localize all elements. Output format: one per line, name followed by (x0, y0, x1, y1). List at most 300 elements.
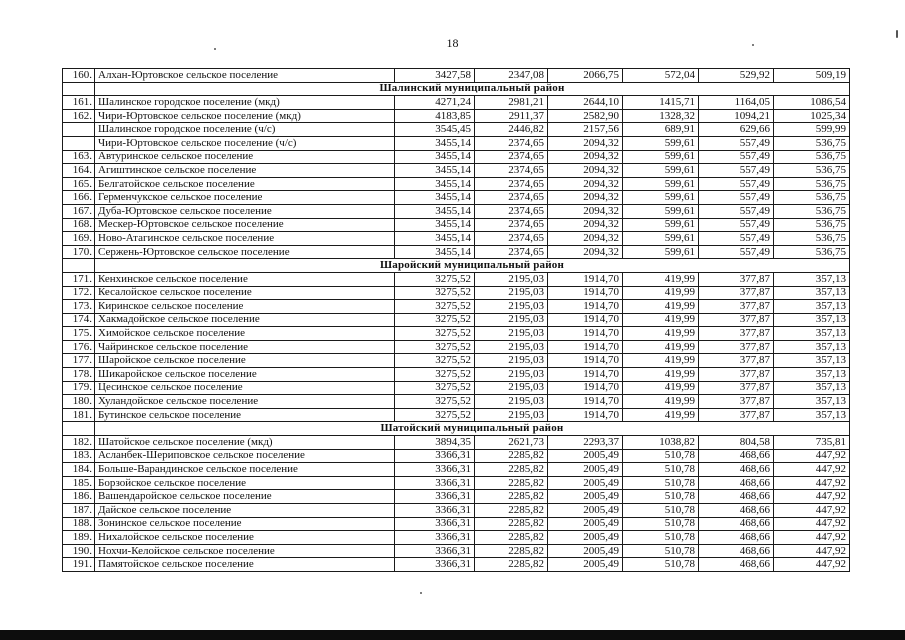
table-row (63, 150, 850, 164)
value-cell-4: 419,99 (623, 300, 699, 314)
value-cell-1: 3275,52 (395, 408, 475, 422)
value-cell-2: 2195,03 (475, 313, 548, 327)
row-number: 163. (63, 150, 95, 164)
row-number: 174. (63, 313, 95, 327)
value-cell-6: 735,81 (774, 436, 850, 450)
table-row (63, 449, 850, 463)
value-cell-2: 2374,65 (475, 204, 548, 218)
value-cell-5: 468,66 (699, 476, 774, 490)
section-title: Шалинский муниципальный район (95, 82, 850, 96)
value-cell-5: 557,49 (699, 245, 774, 259)
table-row (63, 177, 850, 191)
value-cell-1: 3275,52 (395, 286, 475, 300)
value-cell-2: 2195,03 (475, 381, 548, 395)
section-number-cell (63, 422, 95, 436)
value-cell-2: 2285,82 (475, 531, 548, 545)
value-cell-2: 2374,65 (475, 232, 548, 246)
value-cell-6: 536,75 (774, 245, 850, 259)
table-row (63, 164, 850, 178)
value-cell-1: 3366,31 (395, 544, 475, 558)
value-cell-4: 419,99 (623, 272, 699, 286)
value-cell-6: 357,13 (774, 354, 850, 368)
value-cell-3: 1914,70 (548, 381, 623, 395)
scan-edge-bar (0, 630, 905, 640)
value-cell-3: 2094,32 (548, 191, 623, 205)
row-number (63, 123, 95, 137)
table-row (63, 191, 850, 205)
section-header-row (63, 82, 850, 96)
value-cell-3: 1914,70 (548, 354, 623, 368)
value-cell-5: 377,87 (699, 327, 774, 341)
row-number: 169. (63, 232, 95, 246)
settlement-name: Шалинское городское поселение (мкд) (95, 96, 395, 110)
value-cell-4: 419,99 (623, 368, 699, 382)
row-number: 179. (63, 381, 95, 395)
table-row (63, 558, 850, 572)
value-cell-4: 599,61 (623, 245, 699, 259)
row-number: 166. (63, 191, 95, 205)
value-cell-6: 357,13 (774, 368, 850, 382)
table-row (63, 327, 850, 341)
value-cell-3: 1914,70 (548, 286, 623, 300)
value-cell-2: 2195,03 (475, 286, 548, 300)
scan-speck (752, 44, 754, 46)
value-cell-4: 599,61 (623, 204, 699, 218)
table-row (63, 490, 850, 504)
settlement-name: Алхан-Юртовское сельское поселение (95, 69, 395, 83)
value-cell-2: 2374,65 (475, 245, 548, 259)
value-cell-2: 2446,82 (475, 123, 548, 137)
value-cell-3: 2005,49 (548, 476, 623, 490)
value-cell-2: 2195,03 (475, 300, 548, 314)
value-cell-5: 377,87 (699, 368, 774, 382)
value-cell-4: 599,61 (623, 177, 699, 191)
value-cell-4: 599,61 (623, 164, 699, 178)
value-cell-1: 3366,31 (395, 463, 475, 477)
scan-speck (214, 48, 216, 50)
value-cell-3: 2157,56 (548, 123, 623, 137)
value-cell-5: 557,49 (699, 164, 774, 178)
value-cell-6: 447,92 (774, 476, 850, 490)
settlement-name: Шатойское сельское поселение (мкд) (95, 436, 395, 450)
value-cell-6: 447,92 (774, 544, 850, 558)
row-number: 171. (63, 272, 95, 286)
value-cell-2: 2285,82 (475, 449, 548, 463)
value-cell-5: 557,49 (699, 177, 774, 191)
value-cell-2: 2195,03 (475, 340, 548, 354)
scan-speck (896, 30, 898, 38)
row-number: 188. (63, 517, 95, 531)
settlement-name: Шикаройское сельское поселение (95, 368, 395, 382)
settlement-name: Чири-Юртовское сельское поселение (ч/с) (95, 136, 395, 150)
value-cell-1: 3455,14 (395, 164, 475, 178)
row-number: 185. (63, 476, 95, 490)
table-row (63, 313, 850, 327)
value-cell-4: 1328,32 (623, 109, 699, 123)
value-cell-6: 357,13 (774, 327, 850, 341)
section-header-row (63, 259, 850, 273)
value-cell-3: 2094,32 (548, 218, 623, 232)
value-cell-5: 468,66 (699, 517, 774, 531)
value-cell-4: 510,78 (623, 490, 699, 504)
row-number: 186. (63, 490, 95, 504)
row-number: 164. (63, 164, 95, 178)
value-cell-5: 468,66 (699, 449, 774, 463)
value-cell-1: 3427,58 (395, 69, 475, 83)
table-row (63, 245, 850, 259)
value-cell-4: 510,78 (623, 544, 699, 558)
value-cell-6: 536,75 (774, 136, 850, 150)
value-cell-1: 3455,14 (395, 245, 475, 259)
value-cell-3: 1914,70 (548, 395, 623, 409)
value-cell-3: 2094,32 (548, 150, 623, 164)
row-number: 189. (63, 531, 95, 545)
value-cell-1: 3275,52 (395, 381, 475, 395)
value-cell-6: 599,99 (774, 123, 850, 137)
settlement-name: Агиштинское сельское поселение (95, 164, 395, 178)
section-title: Шатойский муниципальный район (95, 422, 850, 436)
value-cell-2: 2285,82 (475, 544, 548, 558)
value-cell-2: 2911,37 (475, 109, 548, 123)
row-number: 183. (63, 449, 95, 463)
row-number: 173. (63, 300, 95, 314)
value-cell-2: 2981,21 (475, 96, 548, 110)
value-cell-3: 2094,32 (548, 164, 623, 178)
section-number-cell (63, 259, 95, 273)
value-cell-6: 357,13 (774, 408, 850, 422)
value-cell-2: 2374,65 (475, 164, 548, 178)
value-cell-1: 3894,35 (395, 436, 475, 450)
settlement-name: Белгатойское сельское поселение (95, 177, 395, 191)
settlement-name: Хуландойское сельское поселение (95, 395, 395, 409)
value-cell-2: 2374,65 (475, 177, 548, 191)
value-cell-2: 2195,03 (475, 368, 548, 382)
table-row (63, 381, 850, 395)
value-cell-3: 1914,70 (548, 408, 623, 422)
row-number: 160. (63, 69, 95, 83)
value-cell-6: 357,13 (774, 286, 850, 300)
settlement-name: Хакмадойское сельское поселение (95, 313, 395, 327)
value-cell-6: 509,19 (774, 69, 850, 83)
value-cell-4: 419,99 (623, 340, 699, 354)
value-cell-3: 1914,70 (548, 300, 623, 314)
value-cell-4: 419,99 (623, 327, 699, 341)
value-cell-5: 468,66 (699, 463, 774, 477)
row-number: 176. (63, 340, 95, 354)
row-number: 178. (63, 368, 95, 382)
row-number: 177. (63, 354, 95, 368)
value-cell-6: 447,92 (774, 558, 850, 572)
value-cell-4: 510,78 (623, 558, 699, 572)
value-cell-5: 377,87 (699, 340, 774, 354)
value-cell-2: 2195,03 (475, 408, 548, 422)
settlement-name: Чайринское сельское поселение (95, 340, 395, 354)
value-cell-5: 557,49 (699, 218, 774, 232)
row-number: 190. (63, 544, 95, 558)
settlement-name: Шалинское городское поселение (ч/с) (95, 123, 395, 137)
value-cell-4: 572,04 (623, 69, 699, 83)
value-cell-6: 447,92 (774, 449, 850, 463)
table-row (63, 96, 850, 110)
value-cell-5: 557,49 (699, 204, 774, 218)
row-number: 181. (63, 408, 95, 422)
value-cell-1: 3366,31 (395, 517, 475, 531)
value-cell-3: 1914,70 (548, 313, 623, 327)
value-cell-1: 3366,31 (395, 531, 475, 545)
value-cell-2: 2374,65 (475, 136, 548, 150)
value-cell-4: 510,78 (623, 517, 699, 531)
value-cell-6: 357,13 (774, 395, 850, 409)
value-cell-2: 2285,82 (475, 504, 548, 518)
value-cell-6: 357,13 (774, 340, 850, 354)
settlement-name: Памятойское сельское поселение (95, 558, 395, 572)
table-row (63, 109, 850, 123)
value-cell-5: 468,66 (699, 504, 774, 518)
value-cell-5: 377,87 (699, 300, 774, 314)
row-number: 191. (63, 558, 95, 572)
table-row (63, 354, 850, 368)
value-cell-6: 357,13 (774, 272, 850, 286)
row-number: 168. (63, 218, 95, 232)
value-cell-6: 536,75 (774, 164, 850, 178)
value-cell-3: 2005,49 (548, 449, 623, 463)
value-cell-5: 468,66 (699, 544, 774, 558)
value-cell-1: 4271,24 (395, 96, 475, 110)
value-cell-4: 510,78 (623, 504, 699, 518)
value-cell-3: 2582,90 (548, 109, 623, 123)
value-cell-6: 447,92 (774, 504, 850, 518)
value-cell-5: 557,49 (699, 150, 774, 164)
value-cell-6: 536,75 (774, 218, 850, 232)
value-cell-4: 419,99 (623, 354, 699, 368)
value-cell-2: 2195,03 (475, 354, 548, 368)
value-cell-1: 3366,31 (395, 490, 475, 504)
settlement-name: Дайское сельское поселение (95, 504, 395, 518)
row-number: 187. (63, 504, 95, 518)
value-cell-4: 419,99 (623, 286, 699, 300)
table-row (63, 476, 850, 490)
value-cell-4: 419,99 (623, 381, 699, 395)
row-number: 180. (63, 395, 95, 409)
value-cell-6: 447,92 (774, 517, 850, 531)
row-number: 165. (63, 177, 95, 191)
value-cell-5: 377,87 (699, 313, 774, 327)
settlement-name: Ново-Атагинское сельское поселение (95, 232, 395, 246)
value-cell-2: 2285,82 (475, 490, 548, 504)
settlement-name: Вашендаройское сельское поселение (95, 490, 395, 504)
row-number: 162. (63, 109, 95, 123)
value-cell-2: 2285,82 (475, 463, 548, 477)
settlement-name: Чири-Юртовское сельское поселение (мкд) (95, 109, 395, 123)
table-row (63, 232, 850, 246)
settlement-name: Цесинское сельское поселение (95, 381, 395, 395)
value-cell-1: 3275,52 (395, 354, 475, 368)
value-cell-1: 4183,85 (395, 109, 475, 123)
value-cell-4: 419,99 (623, 395, 699, 409)
value-cell-6: 357,13 (774, 381, 850, 395)
settlement-name: Герменчукское сельское поселение (95, 191, 395, 205)
value-cell-5: 377,87 (699, 286, 774, 300)
settlement-name: Кесалойское сельское поселение (95, 286, 395, 300)
table-row (63, 395, 850, 409)
value-cell-5: 804,58 (699, 436, 774, 450)
tariff-table (62, 68, 850, 572)
table-row (63, 340, 850, 354)
value-cell-6: 536,75 (774, 150, 850, 164)
table-row (63, 204, 850, 218)
value-cell-4: 599,61 (623, 150, 699, 164)
value-cell-6: 357,13 (774, 300, 850, 314)
table-row (63, 463, 850, 477)
row-number: 182. (63, 436, 95, 450)
table-row (63, 136, 850, 150)
value-cell-3: 2094,32 (548, 245, 623, 259)
value-cell-4: 510,78 (623, 463, 699, 477)
table-row (63, 368, 850, 382)
value-cell-4: 599,61 (623, 136, 699, 150)
value-cell-3: 1914,70 (548, 272, 623, 286)
value-cell-3: 1914,70 (548, 340, 623, 354)
value-cell-1: 3455,14 (395, 177, 475, 191)
value-cell-3: 2005,49 (548, 531, 623, 545)
value-cell-3: 2094,32 (548, 177, 623, 191)
value-cell-4: 689,91 (623, 123, 699, 137)
value-cell-3: 2644,10 (548, 96, 623, 110)
value-cell-4: 599,61 (623, 218, 699, 232)
table-row (63, 531, 850, 545)
value-cell-2: 2374,65 (475, 150, 548, 164)
value-cell-3: 1914,70 (548, 327, 623, 341)
settlement-name: Киринское сельское поселение (95, 300, 395, 314)
value-cell-6: 536,75 (774, 191, 850, 205)
section-title: Шаройский муниципальный район (95, 259, 850, 273)
value-cell-4: 419,99 (623, 313, 699, 327)
value-cell-5: 557,49 (699, 232, 774, 246)
value-cell-6: 1086,54 (774, 96, 850, 110)
settlement-name: Нохчи-Келойское сельское поселение (95, 544, 395, 558)
value-cell-3: 1914,70 (548, 368, 623, 382)
settlement-name: Нихалойское сельское поселение (95, 531, 395, 545)
value-cell-1: 3455,14 (395, 191, 475, 205)
value-cell-1: 3275,52 (395, 300, 475, 314)
table-row (63, 286, 850, 300)
value-cell-5: 468,66 (699, 531, 774, 545)
value-cell-4: 510,78 (623, 449, 699, 463)
value-cell-1: 3545,45 (395, 123, 475, 137)
value-cell-5: 377,87 (699, 354, 774, 368)
value-cell-5: 377,87 (699, 408, 774, 422)
row-number: 161. (63, 96, 95, 110)
table-row (63, 300, 850, 314)
settlement-name: Химойское сельское поселение (95, 327, 395, 341)
row-number: 175. (63, 327, 95, 341)
value-cell-2: 2285,82 (475, 558, 548, 572)
value-cell-5: 377,87 (699, 381, 774, 395)
value-cell-6: 1025,34 (774, 109, 850, 123)
value-cell-3: 2005,49 (548, 558, 623, 572)
value-cell-5: 1164,05 (699, 96, 774, 110)
value-cell-2: 2347,08 (475, 69, 548, 83)
row-number: 184. (63, 463, 95, 477)
value-cell-1: 3275,52 (395, 395, 475, 409)
settlement-name: Шаройское сельское поселение (95, 354, 395, 368)
value-cell-2: 2195,03 (475, 395, 548, 409)
value-cell-3: 2005,49 (548, 463, 623, 477)
settlement-name: Мескер-Юртовское сельское поселение (95, 218, 395, 232)
value-cell-2: 2374,65 (475, 218, 548, 232)
value-cell-3: 2005,49 (548, 517, 623, 531)
value-cell-5: 1094,21 (699, 109, 774, 123)
value-cell-4: 1415,71 (623, 96, 699, 110)
value-cell-1: 3366,31 (395, 558, 475, 572)
value-cell-5: 468,66 (699, 490, 774, 504)
value-cell-3: 2005,49 (548, 490, 623, 504)
value-cell-2: 2285,82 (475, 517, 548, 531)
value-cell-1: 3275,52 (395, 368, 475, 382)
value-cell-2: 2195,03 (475, 327, 548, 341)
table-row (63, 436, 850, 450)
value-cell-6: 447,92 (774, 463, 850, 477)
page-number: 18 (446, 36, 459, 50)
value-cell-1: 3275,52 (395, 272, 475, 286)
table-row (63, 218, 850, 232)
value-cell-1: 3366,31 (395, 476, 475, 490)
value-cell-5: 557,49 (699, 191, 774, 205)
value-cell-1: 3366,31 (395, 449, 475, 463)
row-number: 170. (63, 245, 95, 259)
value-cell-3: 2094,32 (548, 232, 623, 246)
value-cell-6: 536,75 (774, 177, 850, 191)
table-body (63, 69, 850, 572)
value-cell-3: 2094,32 (548, 136, 623, 150)
settlement-name: Асланбек-Шериповское сельское поселение (95, 449, 395, 463)
value-cell-4: 1038,82 (623, 436, 699, 450)
value-cell-3: 2094,32 (548, 204, 623, 218)
value-cell-1: 3455,14 (395, 204, 475, 218)
value-cell-6: 357,13 (774, 313, 850, 327)
value-cell-3: 2005,49 (548, 544, 623, 558)
value-cell-1: 3455,14 (395, 150, 475, 164)
row-number (63, 136, 95, 150)
row-number: 167. (63, 204, 95, 218)
table-row (63, 123, 850, 137)
value-cell-5: 377,87 (699, 272, 774, 286)
section-header-row (63, 422, 850, 436)
value-cell-4: 419,99 (623, 408, 699, 422)
value-cell-6: 447,92 (774, 531, 850, 545)
value-cell-3: 2066,75 (548, 69, 623, 83)
value-cell-1: 3275,52 (395, 327, 475, 341)
value-cell-4: 510,78 (623, 476, 699, 490)
value-cell-1: 3455,14 (395, 136, 475, 150)
settlement-name: Кенхинское сельское поселение (95, 272, 395, 286)
scan-speck (420, 592, 422, 594)
value-cell-5: 377,87 (699, 395, 774, 409)
value-cell-5: 529,92 (699, 69, 774, 83)
settlement-name: Больше-Варандинское сельское поселение (95, 463, 395, 477)
value-cell-4: 599,61 (623, 232, 699, 246)
value-cell-5: 468,66 (699, 558, 774, 572)
value-cell-2: 2195,03 (475, 272, 548, 286)
table-row (63, 504, 850, 518)
value-cell-1: 3455,14 (395, 218, 475, 232)
value-cell-1: 3275,52 (395, 340, 475, 354)
value-cell-4: 510,78 (623, 531, 699, 545)
value-cell-1: 3366,31 (395, 504, 475, 518)
table-row (63, 69, 850, 83)
value-cell-2: 2374,65 (475, 191, 548, 205)
section-number-cell (63, 82, 95, 96)
